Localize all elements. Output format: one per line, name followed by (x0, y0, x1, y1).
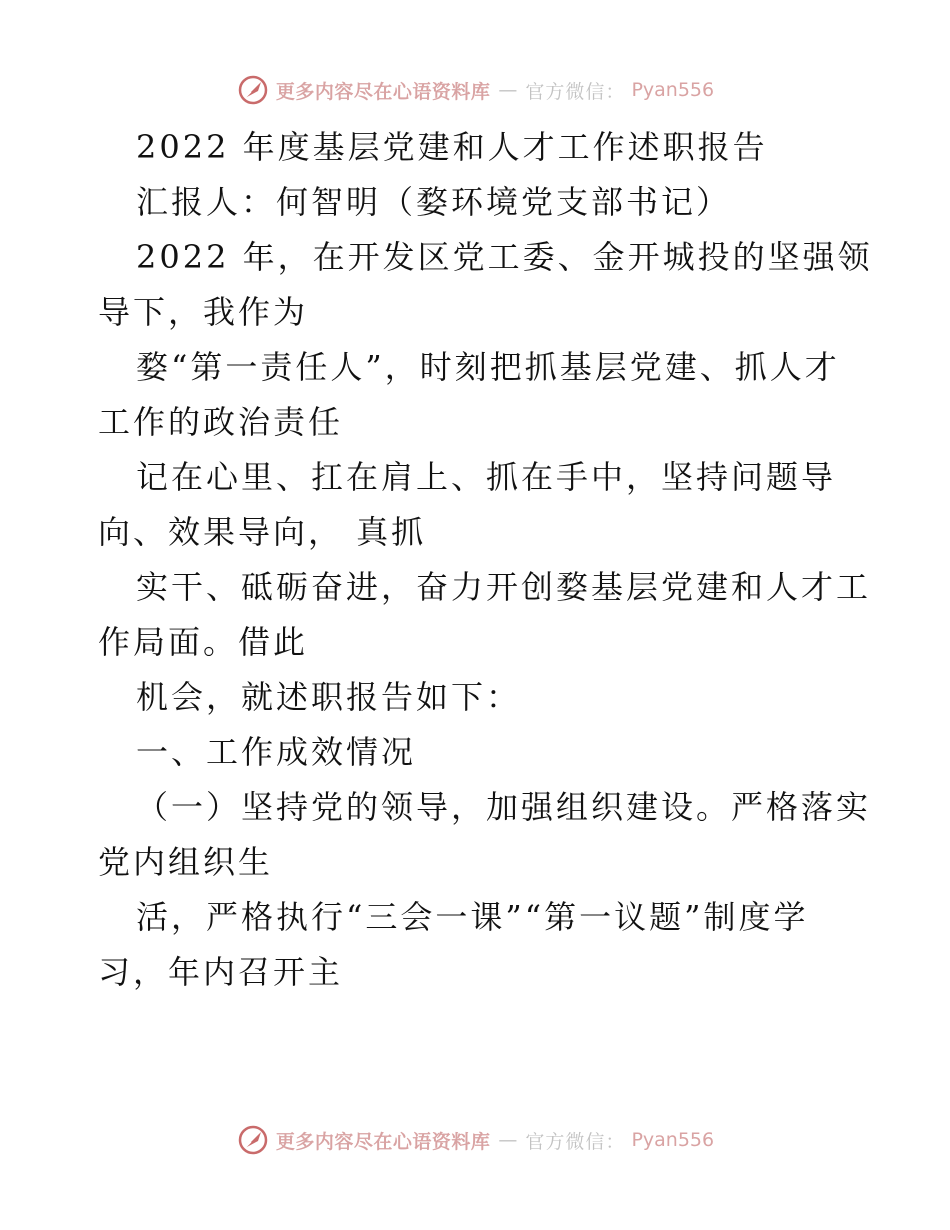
watermark-contact-label: 官方微信： (525, 80, 626, 103)
document-line: 习，年内召开主 (98, 953, 344, 991)
document-line: 实干、砥砺奋进，奋力开创婺基层党建和人才工 (136, 568, 872, 606)
document-line: 一、工作成效情况 (136, 733, 417, 771)
watermark-footer (0, 1120, 950, 1160)
document-line: （一）坚持党的领导，加强组织建设。严格落实 (136, 788, 872, 826)
watermark-contact-id: Pyan556 (631, 1129, 715, 1151)
watermark-brand-text: 更多内容尽在心语资料库 (275, 80, 491, 103)
document-line: 工作的政治责任 (98, 403, 344, 441)
quill-logo-icon (236, 73, 270, 107)
quill-logo-icon (236, 1123, 270, 1157)
document-line: 2022 年，在开发区党工委、金开城投的坚强领 (136, 238, 873, 276)
document-line: 向、效果导向， 真抓 (98, 513, 427, 551)
document-line: 机会，就述职报告如下： (136, 678, 522, 716)
watermark-header (0, 70, 950, 110)
watermark-contact-label: 官方微信： (525, 1130, 626, 1153)
document-line: 作局面。借此 (98, 623, 309, 661)
document-line: 活，严格执行“三会一课”“第一议题”制度学 (136, 898, 809, 936)
watermark-separator: — (498, 1129, 518, 1151)
document-line: 党内组织生 (98, 843, 274, 881)
document-line: 记在心里、扛在肩上、抓在手中，坚持问题导 (136, 458, 837, 496)
watermark-contact-id: Pyan556 (631, 79, 715, 101)
watermark-separator: — (498, 79, 518, 101)
document-line: 导下，我作为 (98, 293, 309, 331)
document-line: 汇报人：何智明（婺环境党支部书记） (136, 183, 732, 221)
watermark-brand-text: 更多内容尽在心语资料库 (275, 1130, 491, 1153)
document-line: 婺“第一责任人”，时刻把抓基层党建、抓人才 (136, 348, 840, 386)
document-body (98, 120, 873, 1000)
document-line: 2022 年度基层党建和人才工作述职报告 (136, 128, 768, 166)
